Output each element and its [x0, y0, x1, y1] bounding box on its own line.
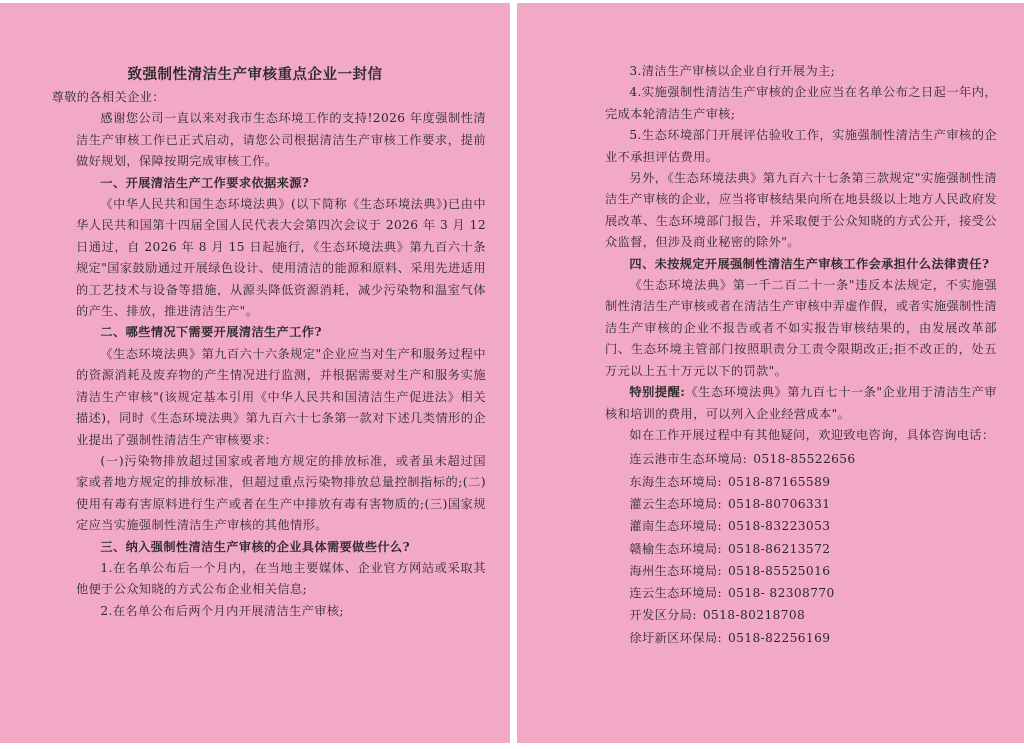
contact-office-name: 连云生态环境局: [629, 586, 723, 601]
contact-row [605, 627, 997, 649]
section-2-items: (一)污染物排放超过国家或者地方规定的排放标准，或者虽未超过国家或者地方规定的排放标准，但超过重点污染物排放总量控制指标的;(二)使用有毒有害原料进行生产或者在生产中排放有毒有害物质的;(三)国家规定应当实施强制性清洁生产审核的其他情形。 [76, 453, 486, 533]
section-3-item-2: 2.在名单公布后两个月内开展清洁生产审核; [100, 603, 344, 618]
contact-office-name: 赣榆生态环境局: [629, 541, 723, 556]
section-1-heading: 一、开展清洁生产工作要求依据来源? [100, 175, 310, 190]
contact-phone-number: 0518-80706331 [728, 496, 831, 511]
section-3-item-1: 1.在名单公布后一个月内，在当地主要媒体、企业官方网站或采取其他便于公众知晓的方式公布企业相关信息; [76, 560, 486, 597]
contact-office-name: 徐圩新区环保局: [629, 630, 723, 645]
letter-title: 致强制性清洁生产审核重点企业一封信 [127, 66, 383, 83]
section-3-additional: 另外，《生态环境法典》第九百六十七条第三款规定"实施强制性清洁生产审核的企业，应当将审核结果向所在地县级以上地方人民政府发展改革、生态环境部门报告，并采取便于公众知晓的方式公开，接受公众监督，但涉及商业秘密的除外"。 [605, 171, 997, 250]
contact-phone-number: 0518-83223053 [728, 519, 831, 534]
contact-row [605, 560, 997, 582]
contact-row [605, 582, 997, 604]
section-1-text: 《中华人民共和国生态环境法典》(以下简称《生态环境法典》)已由中华人民共和国第十四届全国人民代表大会第四次会议于 2026 年 3 月 12 日通过，自 2026 年 8 月 15 日起施行，《生态环境法典》第九百六十条规定"国家鼓励通过开展绿色设计、使用清洁的能源和原料、采用先进适用的工艺技术与设备等措施，从源头降低资源消耗，减少污染物和温室气体的产生、排放，推进清洁生产"。 [76, 197, 486, 319]
contact-row [605, 471, 997, 493]
contact-phone-number: 0518-80218708 [702, 608, 806, 623]
contact-phone-number: 0518- 82308770 [728, 586, 835, 601]
salutation: 尊敬的各相关企业： [51, 90, 165, 104]
section-3-item-5: 5.生态环境部门开展评估验收工作，实施强制性清洁生产审核的企业不承担评估费用。 [605, 128, 997, 164]
contact-office-name: 灌云生态环境局: [629, 496, 723, 511]
contact-row [605, 538, 997, 560]
contact-office-name: 连云港市生态环境局: [629, 452, 748, 467]
section-3-item-4: 4.实施强制性清洁生产审核的企业应当在名单公布之日起一年内，完成本轮清洁生产审核; [605, 85, 997, 121]
contact-office-name: 开发区分局: [629, 608, 697, 623]
contact-phone-number: 0518-87165589 [728, 474, 831, 489]
contact-phone-number: 0518-85522656 [753, 452, 856, 467]
section-3-heading: 三、纳入强制性清洁生产审核的企业具体需要做些什么? [100, 539, 411, 554]
contact-office-name: 灌南生态环境局: [629, 519, 723, 534]
contact-list [605, 448, 997, 649]
contact-row [605, 604, 997, 626]
contact-row [605, 493, 997, 515]
contact-phone-number: 0518-82256169 [728, 630, 831, 645]
section-2-heading: 二、哪些情况下需要开展清洁生产工作? [100, 325, 322, 340]
contact-office-name: 海州生态环境局: [629, 563, 723, 578]
letter-page-right [517, 3, 1024, 743]
section-4-heading: 四、未按规定开展强制性清洁生产审核工作会承担什么法律责任? [629, 256, 990, 271]
section-4-text: 《生态环境法典》第一千二百二十一条"违反本法规定，不实施强制性清洁生产审核或者在清洁生产审核中弄虚作假，或者实施强制性清洁生产审核的企业不报告或者不如实报告审核结果的，由发展改革部门、生态环境主管部门按照职责分工责令限期改正;拒不改正的，处五万元以上五十万元以下的罚款"。 [605, 278, 997, 378]
contact-row [605, 448, 997, 470]
right-body [605, 61, 997, 649]
contact-office-name: 东海生态环境局: [629, 474, 723, 489]
section-3-item-3: 3.清洁生产审核以企业自行开展为主; [629, 64, 836, 78]
special-reminder-text: 《生态环境法典》第九百七十一条"企业用于清洁生产审核和培训的费用，可以列入企业经营成本"。 [605, 385, 998, 421]
contact-phone-number: 0518-85525016 [728, 563, 831, 578]
contact-row [605, 515, 997, 537]
special-reminder [605, 382, 997, 425]
special-reminder-label: 特别提醒: [629, 385, 686, 400]
left-body [51, 87, 486, 622]
contact-intro: 如在工作开展过程中有其他疑问，欢迎致电咨询，具体咨询电话： [629, 427, 995, 442]
section-2-text: 《生态环境法典》第九百六十六条规定"企业应当对生产和服务过程中的资源消耗及废弃物的产生情况进行监测，并根据需要对生产和服务实施清洁生产审核"(该规定基本引用《中华人民共和国清洁生产促进法》相关描述)，同时《生态环境法典》第九百六十七条第一款对下述几类情形的企业提出了强制性清洁生产审核要求： [76, 346, 486, 447]
intro-paragraph: 感谢您公司一直以来对我市生态环境工作的支持!2026 年度强制性清洁生产审核工作已正式启动，请您公司根据清洁生产审核工作要求，提前做好规划，保障按期完成审核工作。 [76, 111, 486, 169]
contact-phone-number: 0518-86213572 [728, 541, 831, 556]
letter-page-left [0, 3, 510, 743]
